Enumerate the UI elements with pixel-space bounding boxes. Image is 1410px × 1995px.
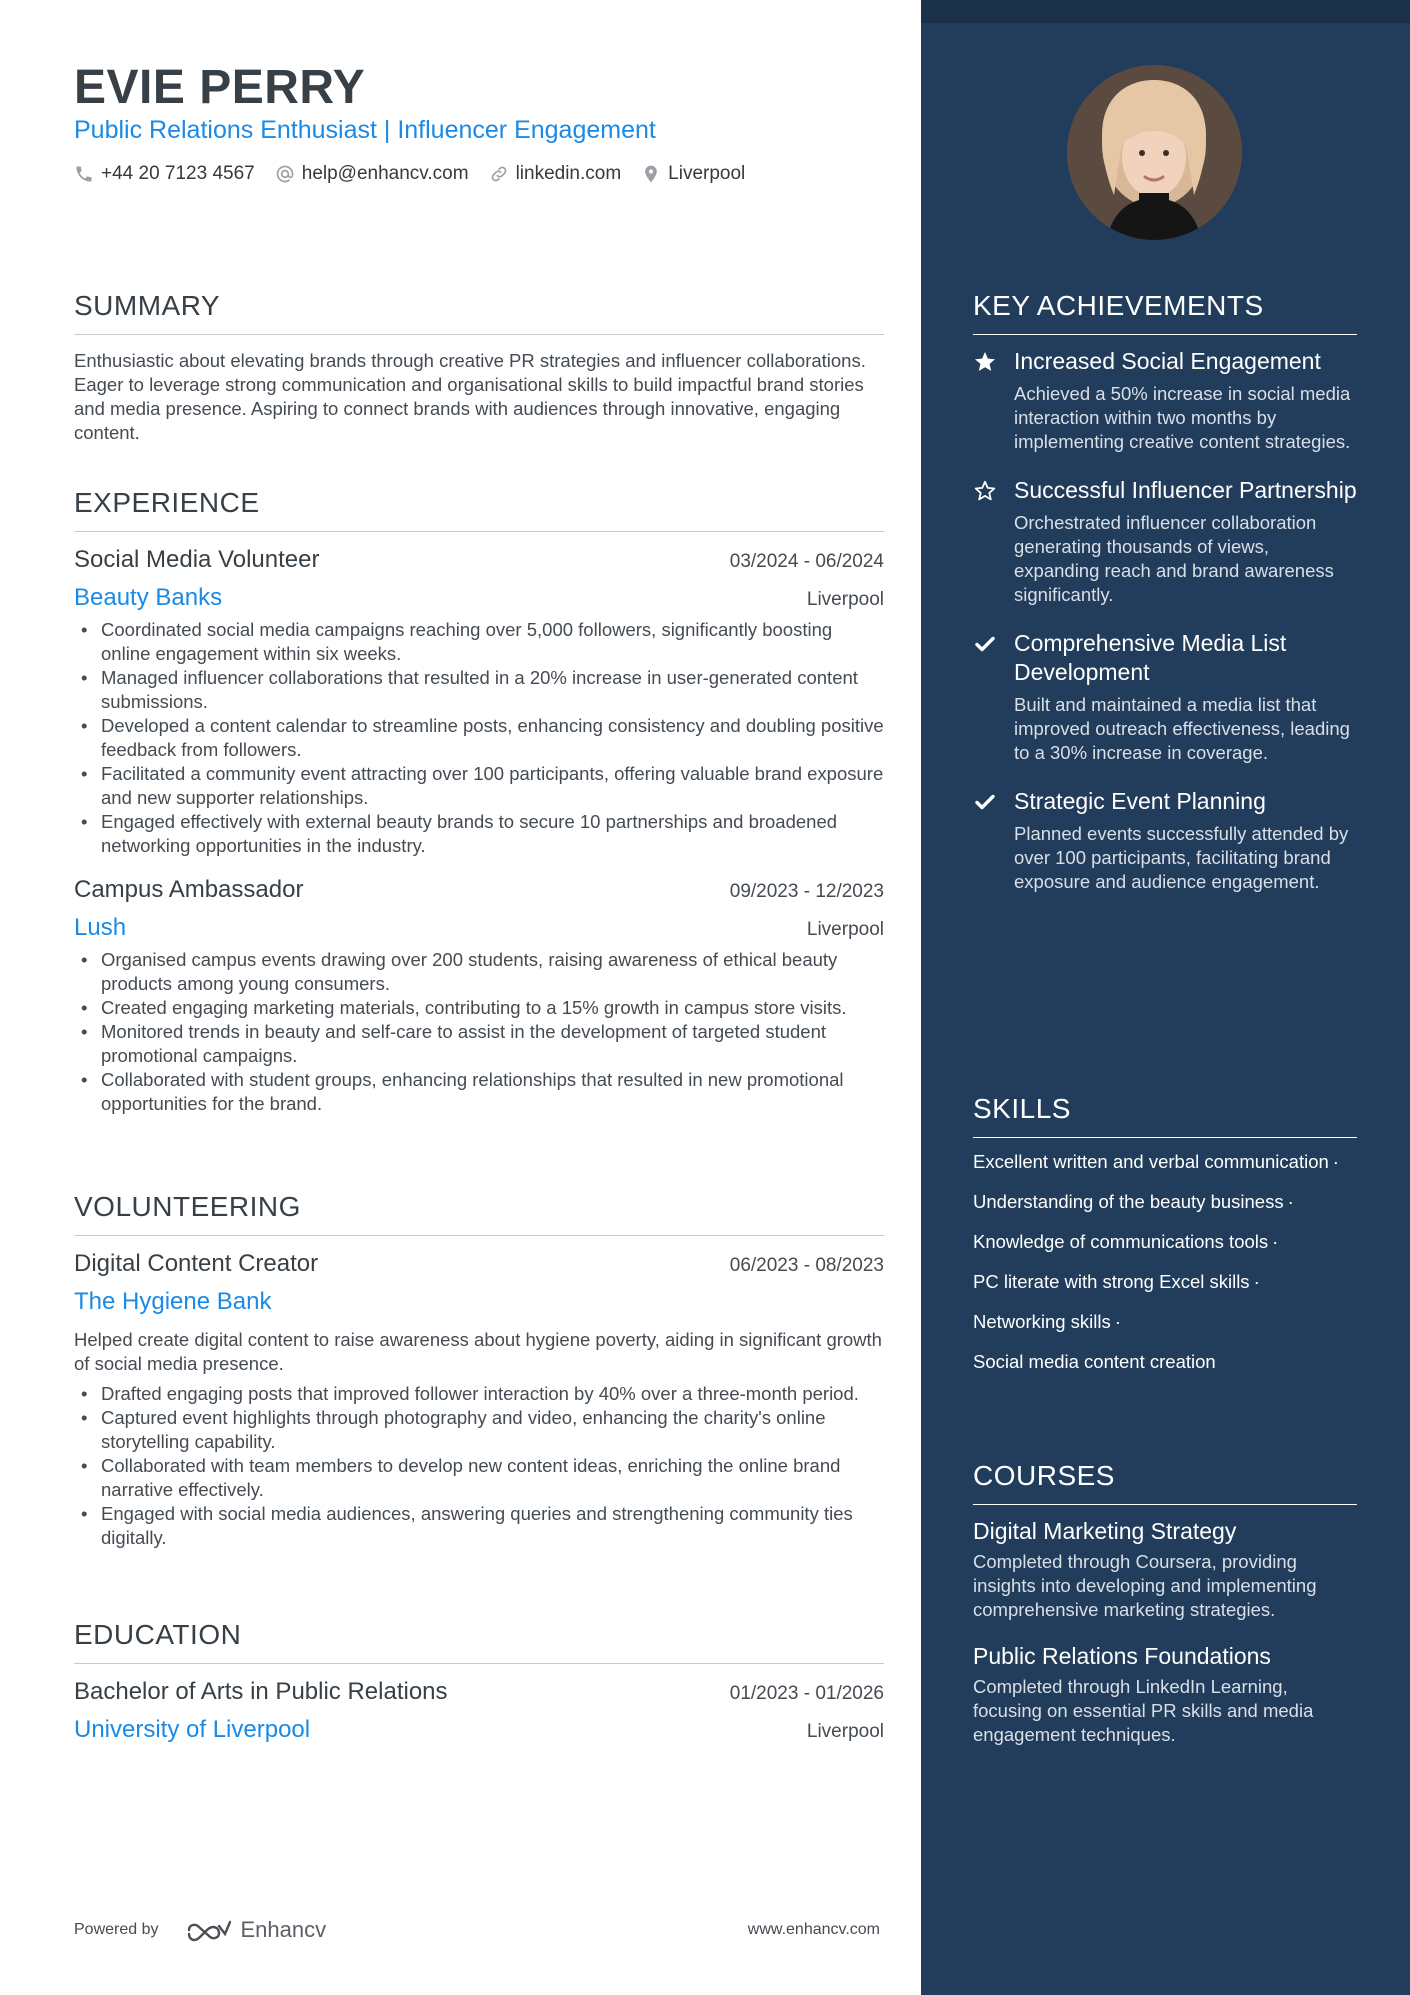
course-desc: Completed through LinkedIn Learning, focusing on essential PR skills and media engagement techniques.	[973, 1676, 1314, 1745]
skills-title: SKILLS	[973, 1093, 1357, 1138]
summary-section	[74, 290, 884, 445]
skill-text: Social media content creation	[973, 1351, 1216, 1372]
company-name: Beauty Banks	[74, 584, 223, 611]
star-outline-icon	[973, 479, 997, 503]
job-dates: 09/2023 - 12/2023	[729, 881, 884, 902]
experience-title: EXPERIENCE	[74, 487, 884, 532]
email-text: help@enhancv.com	[301, 163, 469, 184]
achievement-item	[973, 476, 1357, 607]
course-title: Digital Marketing Strategy	[973, 1518, 1237, 1544]
bullet-item: • Monitored trends in beauty and self-care to assist in the development of targeted student promotional campaigns.	[74, 1020, 884, 1068]
volunteer-description: Helped create digital content to raise awareness about hygiene poverty, aiding in significant growth of social media presence.	[74, 1329, 882, 1374]
skill-item	[973, 1190, 1357, 1214]
job-dates: 03/2024 - 06/2024	[729, 551, 884, 572]
skill-text: Understanding of the beauty business	[973, 1191, 1284, 1212]
contact-phone[interactable]	[74, 163, 255, 185]
contact-link[interactable]	[489, 163, 622, 185]
job-bullets	[74, 618, 884, 858]
courses-section	[973, 1460, 1357, 1767]
skill-separator: ·	[1272, 1231, 1279, 1252]
job-location: Liverpool	[806, 589, 884, 610]
contact-bar	[74, 163, 745, 185]
company-name: Lush	[74, 914, 127, 941]
volunteering-title: VOLUNTEERING	[74, 1191, 884, 1236]
bullet-item: • Collaborated with student groups, enhancing relationships that resulted in new promotional opportunities for the brand.	[74, 1068, 884, 1116]
powered-by-label: Powered by	[74, 1921, 159, 1938]
job-role: Social Media Volunteer	[74, 546, 320, 573]
at-icon	[275, 164, 295, 184]
skill-text: Networking skills	[973, 1311, 1111, 1332]
skill-separator: ·	[1287, 1191, 1294, 1212]
achievement-desc: Orchestrated influencer collaboration generating thousands of views, expanding reach and brand awareness significantly.	[1014, 512, 1334, 605]
check-icon	[973, 790, 997, 814]
experience-entry	[74, 546, 884, 858]
skill-separator: ·	[1253, 1271, 1260, 1292]
bullet-item: • Collaborated with team members to develop new content ideas, enriching the online brand narrative effectively.	[74, 1454, 884, 1502]
course-item	[973, 1642, 1357, 1747]
bullet-item: • Captured event highlights through photography and video, enhancing the charity's online storytelling capability.	[74, 1406, 884, 1454]
skill-separator: ·	[1332, 1151, 1339, 1172]
volunteer-dates: 06/2023 - 08/2023	[729, 1255, 884, 1276]
summary-text: Enthusiastic about elevating brands through creative PR strategies and influencer collaborations. Eager to leverage strong communication and organisational skills to build impactful brand stories and media presence. Aspiring to connect brands with audiences through innovative, engaging content.	[74, 350, 866, 443]
volunteer-bullets	[74, 1382, 884, 1550]
education-entry	[74, 1678, 884, 1744]
brand-name: Enhancv	[240, 1917, 327, 1942]
volunteering-entry	[74, 1250, 884, 1550]
skill-text: Knowledge of communications tools	[973, 1231, 1269, 1252]
job-bullets	[74, 948, 884, 1116]
skills-section	[973, 1093, 1357, 1390]
summary-title: SUMMARY	[74, 290, 884, 335]
link-icon	[489, 164, 509, 184]
bullet-item: • Drafted engaging posts that improved follower interaction by 40% over a three-month period.	[74, 1382, 884, 1406]
candidate-name: EVIE PERRY	[74, 61, 366, 114]
achievement-desc: Achieved a 50% increase in social media interaction within two months by implementing creative content strategies.	[1014, 383, 1351, 452]
organisation-name: The Hygiene Bank	[74, 1288, 272, 1315]
skill-text: PC literate with strong Excel skills	[973, 1271, 1250, 1292]
bullet-item: • Managed influencer collaborations that resulted in a 20% increase in user-generated content submissions.	[74, 666, 884, 714]
job-location: Liverpool	[806, 919, 884, 940]
bullet-item: • Engaged with social media audiences, answering queries and strengthening community ties digitally.	[74, 1502, 884, 1550]
sidebar-top-bar	[921, 0, 1410, 23]
bullet-item: • Facilitated a community event attracting over 100 participants, offering valuable brand exposure and new supporter relationships.	[74, 762, 884, 810]
achievement-title: Comprehensive Media List Development	[1014, 630, 1287, 685]
skill-separator: ·	[1114, 1311, 1121, 1332]
skill-item	[973, 1150, 1357, 1174]
achievement-title: Strategic Event Planning	[1014, 788, 1266, 814]
education-dates: 01/2023 - 01/2026	[729, 1683, 884, 1704]
experience-entry	[74, 876, 884, 1116]
achievement-item	[973, 787, 1357, 894]
volunteering-section	[74, 1191, 884, 1568]
courses-title: COURSES	[973, 1460, 1357, 1505]
achievement-item	[973, 629, 1357, 765]
skill-item	[973, 1230, 1357, 1254]
bullet-item: • Coordinated social media campaigns reaching over 5,000 followers, significantly boosting online engagement within six weeks.	[74, 618, 884, 666]
phone-text: +44 20 7123 4567	[101, 163, 255, 184]
sidebar	[921, 0, 1410, 1995]
achievement-desc: Built and maintained a media list that improved outreach effectiveness, leading to a 30% increase in coverage.	[1014, 694, 1350, 763]
check-icon	[973, 632, 997, 656]
bullet-item: • Created engaging marketing materials, contributing to a 15% growth in campus store visits.	[74, 996, 884, 1020]
school-name: University of Liverpool	[74, 1716, 311, 1743]
education-section	[74, 1619, 884, 1762]
achievement-title: Increased Social Engagement	[1014, 348, 1321, 374]
contact-email[interactable]	[275, 163, 469, 185]
experience-section	[74, 487, 884, 1134]
bullet-item: • Developed a content calendar to streamline posts, enhancing consistency and doubling positive feedback from followers.	[74, 714, 884, 762]
bullet-item: • Organised campus events drawing over 200 students, raising awareness of ethical beauty products among young consumers.	[74, 948, 884, 996]
skill-text: Excellent written and verbal communication	[973, 1151, 1329, 1172]
bullet-item: • Engaged effectively with external beauty brands to secure 10 partnerships and broadened networking opportunities in the industry.	[74, 810, 884, 858]
skill-item	[973, 1310, 1357, 1334]
footer-website[interactable]: www.enhancv.com	[747, 1921, 880, 1938]
skill-item	[973, 1270, 1357, 1294]
location-pin-icon	[641, 164, 661, 184]
link-text: linkedin.com	[515, 163, 622, 184]
skill-item	[973, 1350, 1357, 1374]
avatar	[1067, 65, 1242, 240]
volunteer-role: Digital Content Creator	[74, 1250, 319, 1277]
enhancv-logo-icon	[185, 1918, 231, 1942]
star-filled-icon	[973, 350, 997, 374]
job-role: Campus Ambassador	[74, 876, 304, 903]
brand-logo[interactable]	[185, 1917, 327, 1943]
achievements-title: KEY ACHIEVEMENTS	[973, 290, 1357, 335]
powered-by	[74, 1917, 326, 1943]
achievement-desc: Planned events successfully attended by over 100 participants, facilitating brand exposure and audience engagement.	[1014, 823, 1349, 892]
achievement-title: Successful Influencer Partnership	[1014, 477, 1357, 503]
contact-location	[641, 163, 745, 185]
course-title: Public Relations Foundations	[973, 1643, 1271, 1669]
course-desc: Completed through Coursera, providing insights into developing and implementing comprehensive marketing strategies.	[973, 1551, 1317, 1620]
achievement-item	[973, 347, 1357, 454]
school-location: Liverpool	[806, 1721, 884, 1742]
course-item	[973, 1517, 1357, 1622]
degree-name: Bachelor of Arts in Public Relations	[74, 1678, 448, 1705]
phone-icon	[74, 164, 94, 184]
location-text: Liverpool	[668, 163, 746, 184]
education-title: EDUCATION	[74, 1619, 884, 1664]
achievements-section	[973, 290, 1357, 916]
footer	[74, 1917, 880, 1943]
candidate-headline: Public Relations Enthusiast | Influencer Engagement	[74, 116, 656, 144]
profile-photo	[1067, 65, 1242, 240]
